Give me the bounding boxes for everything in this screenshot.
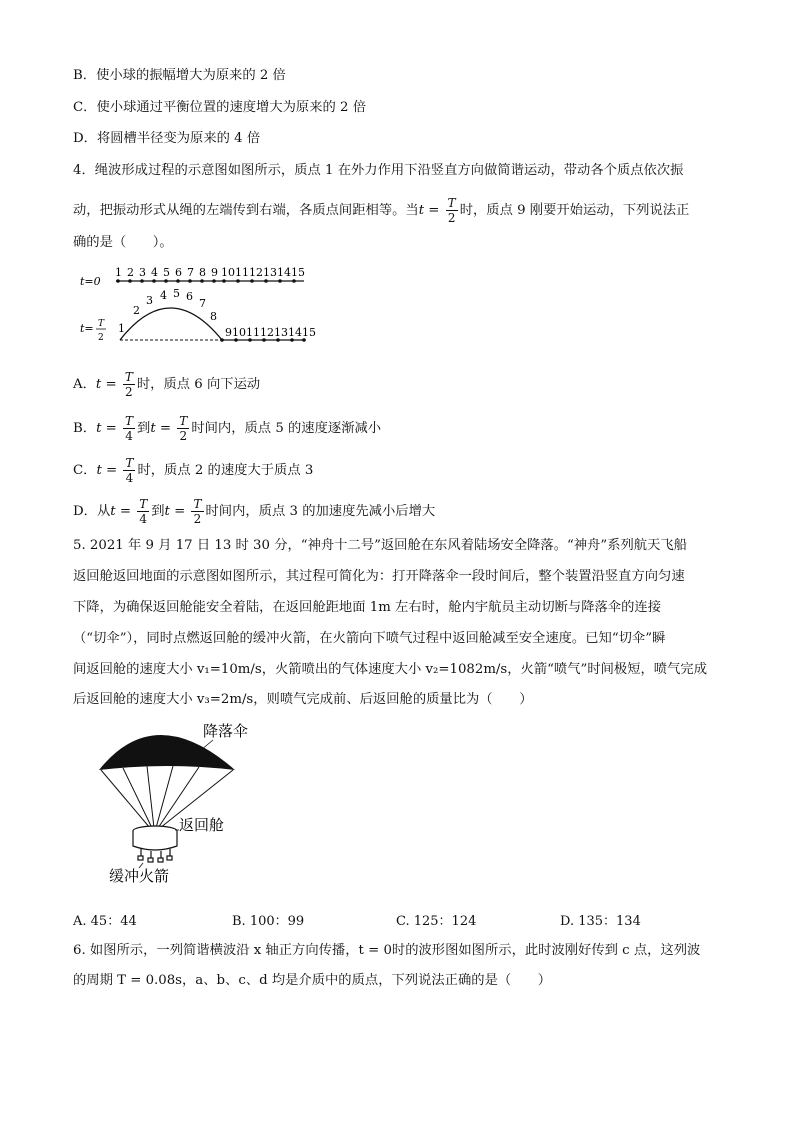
rope-point <box>278 279 282 283</box>
q4-stem-eq: = <box>424 203 444 218</box>
rope-point <box>212 279 216 283</box>
rope-point-label: 3 <box>139 266 146 279</box>
rope-point-label: 12 <box>249 266 263 279</box>
rope-flat-point <box>220 338 224 342</box>
rope-arc-label: 1 <box>118 322 125 335</box>
q5-stem-line4: （“切伞”），同时点燃返回舱的缓冲火箭，在火箭向下喷气过程中返回舱减至安全速度。已知“切伞”瞬 <box>73 631 666 646</box>
rope-point <box>250 279 254 283</box>
rocket-label: 缓冲火箭 <box>109 867 170 885</box>
rope-point <box>292 279 296 283</box>
q5-stem-line1: 5. 2021 年 9 月 17 日 13 时 30 分，“神舟十二号”返回舱在东风着陆场安全降落。“神舟”系列航天飞船 <box>73 538 687 553</box>
rope-arc-label: 2 <box>133 304 140 317</box>
rope-arc-label: 8 <box>210 310 217 323</box>
q6-stem-line1: 6. 如图所示，一列简谐横波沿 x 轴正方向传播，t = 0时的波形图如图所示，此时波刚好传到 c 点，这列波 <box>73 943 701 958</box>
rope-point-label: 15 <box>291 266 305 279</box>
rope-point-label: 5 <box>163 266 170 279</box>
rope-wave-figure <box>78 262 318 354</box>
rope-point <box>116 279 120 283</box>
label-tT: t= <box>80 322 94 335</box>
rope-point-label: 4 <box>151 266 158 279</box>
rope-point <box>176 279 180 283</box>
rope-point-label: 9 <box>211 266 218 279</box>
capsule-body <box>133 831 177 850</box>
q4-option-a: A．t = $\frac{T}{2}$ 时，质点 6 向下运动 <box>73 370 261 399</box>
rope-point <box>152 279 156 283</box>
q4-option-d: D．从t = $\frac{T}{4}$ 到t = $\frac{T}{2}$ 时间内，质点 3 的加速度先减小后增大 <box>73 497 436 526</box>
rocket-nozzles <box>138 849 172 862</box>
rope-point <box>236 279 240 283</box>
q5-option-b: B. 100：99 <box>232 914 305 929</box>
q5-option-c: C. 125：124 <box>396 914 477 929</box>
rope-point-label: 8 <box>199 266 206 279</box>
q3-option-b: B．使小球的振幅增大为原来的 2 倍 <box>73 68 286 83</box>
rope-point <box>200 279 204 283</box>
rope-point <box>264 279 268 283</box>
q5-stem-line5: 间返回舱的速度大小 v₁=10m/s，火箭喷出的气体速度大小 v₂=1082m/s，火箭“喷气”时间极短，喷气完成 <box>73 662 707 677</box>
label-tT-num: T <box>98 319 105 329</box>
rope-point-label: 6 <box>175 266 182 279</box>
rope-arc-label: 4 <box>160 289 167 302</box>
rope-arc-label: 6 <box>186 290 193 303</box>
q4-stem-t: t <box>418 203 425 218</box>
rope-point <box>140 279 144 283</box>
q4-stem-text-a: 动，把振动形式从绳的左端传到右端，各质点间距相等。当 <box>73 203 419 218</box>
q5-stem-line2: 返回舱返回地面的示意图如图所示，其过程可简化为：打开降落伞一段时间后，整个装置沿竖直方向匀速 <box>73 569 685 584</box>
label-t0: t=0 <box>80 275 101 288</box>
rope-point <box>222 279 226 283</box>
q3-option-c: C．使小球通过平衡位置的速度增大为原来的 2 倍 <box>73 100 367 115</box>
q4-stem-line3: 确的是（ ）。 <box>73 235 173 250</box>
rope-arc-label: 3 <box>146 294 153 307</box>
q5-stem-line3: 下降，为确保返回舱能安全着陆，在返回舱距地面 1m 左右时，舱内宇航员主动切断与降落伞的连接 <box>73 600 661 615</box>
parachute-label: 降落伞 <box>203 722 249 740</box>
rope-point-label: 7 <box>187 266 194 279</box>
rope-arc-label: 5 <box>173 287 180 300</box>
q4-stem-text-b: 时，质点 9 刚要开始运动，下列说法正 <box>459 203 690 218</box>
q4-stem-fraction: $\frac{T}{2}$ <box>447 196 456 225</box>
parachute-canopy <box>99 735 235 770</box>
rope-point <box>128 279 132 283</box>
rope-point-label: 2 <box>127 266 134 279</box>
rope-flat-label: 9101112131415 <box>225 326 316 339</box>
q5-option-a: A. 45：44 <box>73 914 137 929</box>
q5-option-d: D. 135：134 <box>560 914 641 929</box>
q5-stem-line6: 后返回舱的速度大小 v₃=2m/s，则喷气完成前、后返回舱的质量比为（ ） <box>73 692 533 707</box>
q4-stem-line2 <box>73 196 689 225</box>
parachute-figure <box>95 718 270 888</box>
rope-point-labels-t0 <box>115 266 305 279</box>
rope-point-label: 1 <box>115 266 122 279</box>
rope-arc-labels <box>118 287 217 335</box>
rope-point-label: 10 <box>221 266 235 279</box>
rope-point <box>164 279 168 283</box>
q4-stem-line1: 4．绳波形成过程的示意图如图所示，质点 1 在外力作用下沿竖直方向做简谐运动，带动各个质点依次振 <box>73 163 684 178</box>
q6-stem-line2: 的周期 T = 0.08s，a、b、c、d 均是介质中的质点，下列说法正确的是（ ） <box>73 973 552 988</box>
rope-arc-label: 7 <box>199 297 206 310</box>
rope-point-label: 13 <box>263 266 277 279</box>
q4-option-b: B．t = $\frac{T}{4}$ 到t = $\frac{T}{2}$ 时间内，质点 5 的速度逐渐减小 <box>73 414 382 443</box>
label-tT-den: 2 <box>98 333 104 343</box>
q3-option-d: D．将圆槽半径变为原来的 4 倍 <box>73 131 261 146</box>
q4-option-c: C．t = $\frac{T}{4}$ 时，质点 2 的速度大于质点 3 <box>73 456 314 485</box>
capsule-label: 返回舱 <box>179 816 225 834</box>
rope-point-label: 11 <box>235 266 249 279</box>
rope-point-label: 14 <box>277 266 291 279</box>
rope-point <box>188 279 192 283</box>
